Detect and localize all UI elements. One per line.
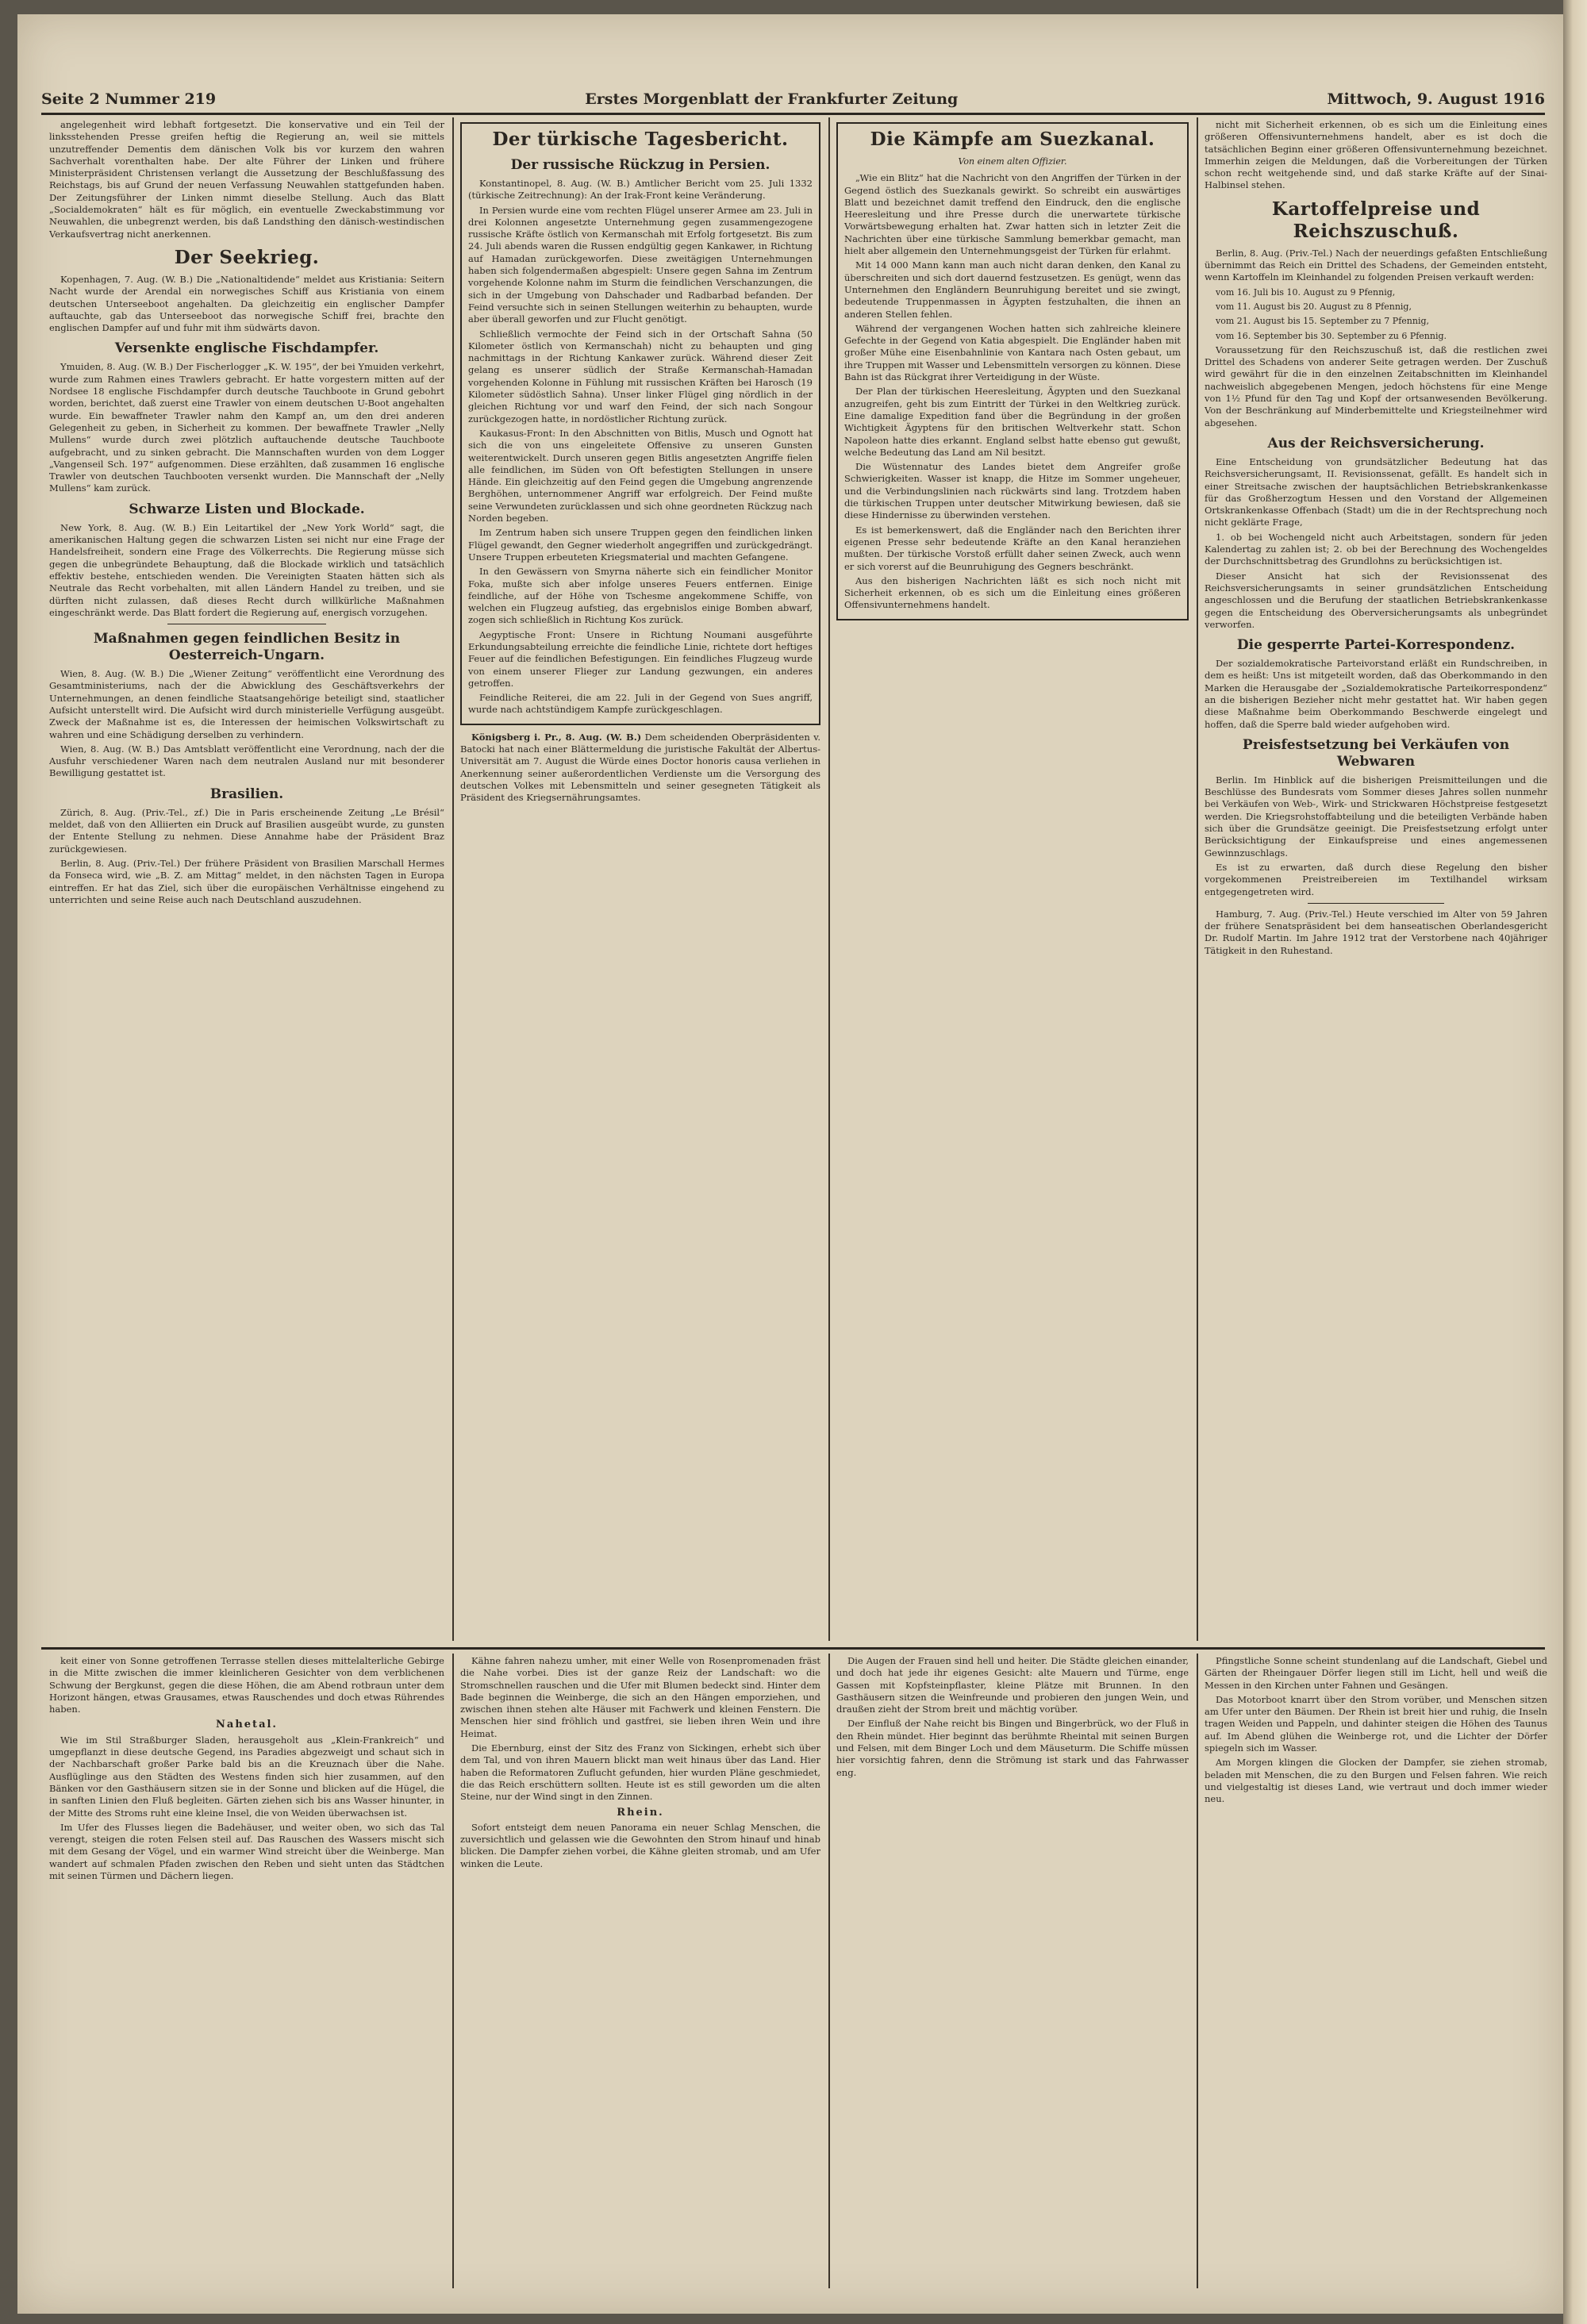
masthead	[41, 86, 1545, 115]
dateline-koenigsberg: Königsberg i. Pr., 8. Aug. (W. B.)	[471, 731, 642, 743]
subheading-nahetal: Nahetal.	[216, 1719, 278, 1731]
subheadline-persien: Der russische Rückzug in Persien.	[510, 157, 770, 173]
paragraph: Kähne fahren nahezu umher, mit einer Welle von Rosenpromenaden fräst die Nahe vorbei. Dies ist der ganze Reiz der Landschaft: wo die Stromschnellen rauschen und die Ufer mit Blumen bedeckt sind. Hinter dem Bade beginnen die Weinberge, die sich an den Hängen emporziehen, und zwischen ihnen stehen alte Häuser mit Fachwerk und kleinen Fenstern. Die Menschen hier sind fröhlich und gastfrei, sie lieben ihren Wein und ihre Heimat.	[460, 1655, 820, 1739]
price-row: vom 16. Juli bis 10. August zu 9 Pfennig,	[1216, 286, 1396, 298]
column-rule	[452, 1654, 454, 2288]
column-rule	[828, 1654, 830, 2288]
feuilleton-column-2	[460, 1655, 820, 2290]
column-rule	[1197, 1654, 1198, 2288]
feuilleton-rule	[41, 1647, 1545, 1650]
article-partei-korrespondenz: Der sozialdemokratische Parteivorstand erläßt ein Rundschreiben, in dem es heißt: Uns ist mitgeteilt worden, daß das Oberkommando in den Marken die Herausgabe der „Sozialdemokratische Parteikorrespondenz“ an die bisherigen Bezieher nicht mehr gestattet hat. Wir haben gegen diese Maßnahme beim Oberkommando Beschwerde eingelegt und hoffen, daß die Sperre bald wieder aufgehoben wird.	[1205, 658, 1547, 730]
headline-brasilien: Brasilien.	[209, 786, 284, 802]
paragraph: „Wie ein Blitz“ hat die Nachricht von den Angriffen der Türken in der Gegend östlich des Suezkanals gewirkt. So schreibt ein auswärtiges Blatt und bezeichnet damit treffend den Eindruck, den die englische Heeresleitung und ihre Presse durch die unerwartete türkische Vorwärtsbewegung erhalten hat. Zwar hatten sich in letzter Zeit die Nachrichten über eine türkische Sammlung bemerkbar gemacht, man hielt aber allgemein den Unternehmungsgeist der Türken für erlahmt.	[844, 172, 1181, 257]
column-3	[836, 119, 1189, 1641]
article-koenigsberg: Dem scheidenden Oberpräsidenten v. Batocki hat nach einer Blättermeldung die juristische Fakultät der Albertus-Universität am 7. August die Würde eines Doctor honoris causa verliehen in Anerkennung seiner außerordentlichen Verdienste um die Versorgung des deutschen Volkes mit Lebensmitteln und seiner gesegneten Tätigkeit als Präsident des Kriegsernährungsamtes.	[460, 731, 820, 804]
paragraph: Während der vergangenen Wochen hatten sich zahlreiche kleinere Gefechte in der Gegend von Katia abgespielt. Die Engländer haben mit großer Mühe eine Eisenbahnlinie von Kantara nach Osten gebaut, um ihre Truppen mit Wasser und Lebensmitteln versorgen zu können. Diese Bahn ist das Rückgrat ihrer Verteidigung in der Wüste.	[844, 322, 1181, 383]
issue-date: Mittwoch, 9. August 1916	[1327, 90, 1545, 108]
headline-suezkanal: Die Kämpfe am Suezkanal.	[870, 129, 1155, 150]
article-massnahmen-2: Wien, 8. Aug. (W. B.) Das Amtsblatt veröffentlicht eine Verordnung, nach der die Ausfuhr verschiedener Waren nach dem neutralen Ausland nur mit besonderer Bewilligung gestattet ist.	[49, 743, 444, 779]
article-brasilien: Zürich, 8. Aug. (Priv.-Tel., zf.) Die in Paris erscheinende Zeitung „Le Brésil“ meldet, daß von den Alliierten ein Druck auf Brasilien ausgeübt wurde, zu gunsten der Entente Stellung zu nehmen. Diese Annahme habe der Präsident Braz zurückgewiesen.	[49, 806, 444, 855]
paragraph: Mit 14 000 Mann kann man auch nicht daran denken, den Kanal zu überschreiten und sich dort dauernd festzusetzen. Es genügt, wenn das Unternehmen den Engländern Beunruhigung bereitet und sie zwingt, bedeutende Truppenmassen in Ägypten festzuhalten, die ihnen an anderen Stellen fehlen.	[844, 259, 1181, 320]
column-2	[460, 119, 820, 1641]
feuilleton-column-4	[1205, 1655, 1547, 2290]
paragraph: Im Ufer des Flusses liegen die Badehäuser, und weiter oben, wo sich das Tal verengt, steigen die roten Felsen steil auf. Das Rauschen des Wassers mischt sich mit dem Gesang der Vögel, und ein warmer Wind streicht über die Weinberge. Man wandert auf schmalen Pfaden zwischen den Reben und sieht unten das Städtchen mit seinen Türmen und Dächern liegen.	[49, 1821, 444, 1882]
paragraph: Am Morgen klingen die Glocken der Dampfer, sie ziehen stromab, beladen mit Menschen, die zu den Burgen und Felsen fahren. Wie reich und vielgestaltig ist dieses Land, wie vertraut und doch immer wieder neu.	[1205, 1757, 1547, 1805]
paragraph: In den Gewässern von Smyrna näherte sich ein feindlicher Monitor Foka, mußte sich aber infolge unseres Feuers entfernen. Einige feindliche, auf der Höhe von Tschesme angekommene Schiffe, von welchen ein Flugzeug aufstieg, das ergebnislos einige Bomben abwarf, zogen sich schließlich in Richtung Kos zurück.	[468, 566, 813, 626]
article-reichsversicherung-2: 1. ob bei Wochengeld nicht auch Arbeitstagen, sondern für jeden Kalendertag zu zahlen ist; 2. ob bei der Berechnung des Wochengeldes der Durchschnittsbetrag des Grundlohns zu berücksichtigen ist.	[1205, 531, 1547, 567]
headline-fischdampfer: Versenkte englische Fischdampfer.	[114, 340, 379, 357]
article-seekrieg: Kopenhagen, 7. Aug. (W. B.) Die „Nationaltidende“ meldet aus Kristiania: Seitern Nacht wurde der Arendal ein norwegisches Schiff aus Kristiania von einem deutschen Unterseeboot angehalten. Da gleichzeitig ein englischer Dampfer auftauchte, gab das Unterseeboot das norwegische Schiff frei, brachte den englischen Dampfer auf und fuhr mit ihm südwärts davon.	[49, 273, 444, 334]
column-4	[1205, 119, 1547, 1641]
price-row: vom 11. August bis 20. August zu 8 Pfennig,	[1216, 301, 1412, 312]
column-rule	[1197, 117, 1198, 1641]
article-hamburg: Hamburg, 7. Aug. (Priv.-Tel.) Heute verschied im Alter von 59 Jahren der frühere Senatspräsident bei dem hanseatischen Oberlandesgericht Dr. Rudolf Martin. Im Jahre 1912 trat der Verstorbene nach 40jähriger Tätigkeit in den Ruhestand.	[1205, 908, 1547, 956]
article-continuation: angelegenheit wird lebhaft fortgesetzt. Die konservative und ein Teil der linksstehenden Presse greifen heftig die Regierung an, weil sie mittels unzutreffender Dementis dem dänischen Volk bis vor kurzem den wahren Sachverhalt vorenthalten habe. Der alte Führer der Linken und frühere Ministerpräsident Christensen verlangt die Aussetzung der Beschlußfassung des Reichstags, bis auf Grund der neuen Verfassung Neuwahlen stattgefunden haben. Der Zeitungsführer der Linken nimmt dieselbe Stellung. Auch das Blatt „Socialdemokraten“ hält es für möglich, ein eventuelle Zweckabstimmung vor Neuwahlen, die unbegrenzt werden, bis daß Landsthing den dänisch-westindischen Verkaufsvertrag nicht anerkennen.	[49, 119, 444, 240]
headline-webwaren: Preisfestsetzung bei Verkäufen von Webwaren	[1242, 736, 1510, 770]
paragraph: keit einer von Sonne getroffenen Terrasse stellen dieses mittelalterliche Gebirge in die Mitte zwischen die immer kleinlicheren Gesichter von dem verblichenen Schwung der Bergkunst, gegen die diese Höhen, die am Abend rotbraun unter dem Horizont hängen, etwas Grausames, etwas Rauschendes und doch etwas Rührendes haben.	[49, 1655, 444, 1715]
paragraph: Schließlich vermochte der Feind sich in der Ortschaft Sahna (50 Kilometer östlich von Kermanschah) nicht zu behaupten und ging nachmittags in der Richtung Kankawer zurück. Während dieser Zeit gelang es unserer südlich der Straße Kermanschah-Hamadan vorgehenden Kolonne in Fühlung mit russischen Kräften bei Harosch (19 Kilometer südöstlich Sahna). Unser linker Flügel ging nördlich in der gleichen Richtung vor und warf den Feind, der sich nach Songour zurückgezogen hatte, in nordöstlicher Richtung zurück.	[468, 328, 813, 424]
subheading-rhein: Rhein.	[617, 1806, 664, 1819]
paragraph: Aus den bisherigen Nachrichten läßt es sich noch nicht mit Sicherheit erkennen, ob es sich um die Einleitung eines größeren Offensivunternehmens handelt.	[844, 574, 1181, 611]
article-kartoffelpreise: Berlin, 8. Aug. (Priv.-Tel.) Nach der neuerdings gefaßten Entschließung übernimmt das Reich ein Drittel des Schadens, der Gemeinden entsteht, wenn Kartoffeln im Kleinhandel zu folgenden Preisen verkauft werden:	[1205, 247, 1547, 283]
framed-article-tagesbericht	[460, 122, 820, 725]
price-row: vom 16. September bis 30. September zu 6 Pfennig.	[1216, 330, 1447, 341]
paragraph: Pfingstliche Sonne scheint stundenlang auf die Landschaft, Giebel und Gärten der Rheingauer Dörfer liegen still im Licht, hell und weiß die Messen in den Kirchen unter Fahnen und Gesängen.	[1205, 1655, 1547, 1691]
article-kartoffelpreise-2: Voraussetzung für den Reichszuschuß ist, daß die restlichen zwei Drittel des Schadens von anderer Seite getragen werden. Der Zuschuß wird gewährt für die in den einzelnen Zeitabschnitten im Kleinhandel nachweislich abgegebenen Mengen, jedoch höchstens für eine Menge von 1½ Pfund für den Tag und Kopf der ortsanwesenden Bevölkerung. Von der Beschränkung auf Minderbemittelte und Kriegsteilnehmer wird abgesehen.	[1205, 344, 1547, 428]
paragraph: In Persien wurde eine vom rechten Flügel unserer Armee am 23. Juli in drei Kolonnen angesetzte Unternehmung gegen zusammengezogene russische Kräfte östlich von Kermanschah mit Erfolg fortgesetzt. Bis zum 24. Juli abends waren die Russen endgültig gegen Kankawer, in Richtung auf Hamadan zurückgeworfen. Diese zweitägigen Unternehmungen haben sich folgendermaßen abgespielt: Unsere gegen Sahna im Zentrum vorgehende Kolonne nahm im Sturm die feindlichen Verschanzungen, die sich in der Umgebung von Dahschader und Radbarbad befanden. Der Feind versuchte sich in seinen Stellungen weiterhin zu behaupten, wurde aber überall geworfen und zur Flucht genötigt.	[468, 204, 813, 325]
headline-tagesbericht: Der türkische Tagesbericht.	[492, 129, 789, 150]
headline-massnahmen: Maßnahmen gegen feindlichen Besitz in Oesterreich-Ungarn.	[93, 631, 401, 664]
section-divider	[1308, 903, 1445, 904]
paragraph: Die Augen der Frauen sind hell und heiter. Die Städte gleichen einander, und doch hat jede ihr eigenes Gesicht: alte Mauern und Türme, enge Gassen mit Kopfsteinpflaster, kleine Plätze mit Brunnen. In den Gasthäusern sitzen die Weinfreunde und probieren den jungen Wein, und draußen zieht der Strom breit und mächtig vorüber.	[836, 1655, 1189, 1715]
paragraph: Kaukasus-Front: In den Abschnitten von Bitlis, Musch und Ognott hat sich die von uns eingeleitete Offensive zu unseren Gunsten weiterentwickelt. Durch unseren gegen Bitlis angesetzten Angriffe fielen alle feindlichen, im Süden von Oft befestigten Stellungen in unsere Hände. Ein gleichzeitig auf den Feind gegen die Umgebung angrenzende Berghöhen, unternommener Angriff war erfolgreich. Der Feind mußte seine Verwundeten zurücklassen und sich ohne geordneten Rückzug nach Norden begeben.	[468, 427, 813, 524]
framed-article-suezkanal	[836, 122, 1189, 620]
paragraph: Aegyptische Front: Unsere in Richtung Noumani ausgeführte Erkundungsabteilung erreichte die feindliche Linie, richtete dort heftiges Feuer auf die feindlichen Befestigungen. Ein feindliches Flugzeug wurde von einem unserer Flieger zur Landung gezwungen, ein anderes getroffen.	[468, 628, 813, 689]
paragraph: Der Plan der türkischen Heeresleitung, Ägypten und den Suezkanal anzugreifen, geht bis zum Eintritt der Türkei in den Weltkrieg zurück. Eine damalige Expedition fand über die Begründung in der großen Wichtigkeit Ägyptens für den britischen Weltverkehr statt. Schon Napoleon hatte dies erkannt. England selbst hatte ebenso gut gewußt, welche Bedeutung das Land am Nil besitzt.	[844, 386, 1181, 458]
headline-reichsversicherung: Aus der Reichsversicherung.	[1267, 435, 1485, 451]
article-brasilien-2: Berlin, 8. Aug. (Priv.-Tel.) Der frühere Präsident von Brasilien Marschall Hermes da Fonseca wird, wie „B. Z. am Mittag“ meldet, in den nächsten Tagen in Europa eintreffen. Er hat das Ziel, sich über die europäischen Verhältnisse eingehend zu unterrichten und seine Reise auch nach Deutschland auszudehnen.	[49, 857, 444, 905]
paragraph: Das Motorboot knarrt über den Strom vorüber, und Menschen sitzen am Ufer unter den Bäumen. Der Rhein ist breit hier und ruhig, die Inseln tragen Weiden und Pappeln, und dahinter steigen die Höhen des Taunus auf. Im Abend glühen die Weinberge rot, und die Lichter der Dörfer spiegeln sich im Wasser.	[1205, 1693, 1547, 1754]
paragraph: Die Wüstennatur des Landes bietet dem Angreifer große Schwierigkeiten. Wasser ist knapp, die Hitze im Sommer ungeheuer, und die Verbindungslinien nach rückwärts sind lang. Trotzdem haben die türkischen Truppen unter deutscher Mitwirkung bewiesen, daß sie diese Hindernisse zu überwinden verstehen.	[844, 461, 1181, 521]
article-continuation: nicht mit Sicherheit erkennen, ob es sich um die Einleitung eines größeren Offensivunternehmens handelt, aber es ist doch die tatsächlichen Beginn einer größeren Offensivunternehmung bezeichnet. Immerhin zeigen die Meldungen, daß die Vorbereitungen der Türken schon recht weitgehende sind, und daß starke Kräfte auf der Sinai-Halbinsel stehen.	[1205, 119, 1547, 191]
paragraph: Es ist bemerkenswert, daß die Engländer nach den Berichten ihrer eigenen Presse sehr bedeutende Kräfte an den Kanal heranziehen mußten. Der türkische Vorstoß erfüllt daher seinen Zweck, auch wenn er sich vorerst auf die Beunruhigung des Gegners beschränkt.	[844, 524, 1181, 572]
article-massnahmen: Wien, 8. Aug. (W. B.) Die „Wiener Zeitung“ veröffentlicht eine Verordnung des Gesamtministeriums, nach der die Abwicklung des Geschäftsverkehrs der Unternehmungen, an denen feindliche Staatsangehörige beteiligt sind, staatlicher Aufsicht unterstellt wird. Die Aufsicht wird durch ministerielle Verfügung ausgeübt. Zweck der Maßnahme ist es, die Interessen der heimischen Volkswirtschaft zu wahren und eine Schädigung derselben zu verhindern.	[49, 668, 444, 740]
column-rule	[828, 117, 830, 1641]
byline: Von einem alten Offizier.	[958, 156, 1067, 167]
column-rule	[452, 117, 454, 1641]
column-1	[49, 119, 444, 1641]
article-webwaren-2: Es ist zu erwarten, daß durch diese Regelung den bisher vorgekommenen Preistreibereien im Textilhandel wirksam entgegengetreten wird.	[1205, 861, 1547, 897]
paragraph: Im Zentrum haben sich unsere Truppen gegen den feindlichen linken Flügel gewandt, den Gegner wiederholt angegriffen und zurückgedrängt. Unsere Truppen erbeuteten Kriegsmaterial und machten Gefangene.	[468, 527, 813, 563]
feuilleton-column-3	[836, 1655, 1189, 2290]
headline-schwarze-listen: Schwarze Listen und Blockade.	[129, 501, 365, 517]
binding-edge	[1563, 0, 1587, 2324]
newspaper-title: Erstes Morgenblatt der Frankfurter Zeitung	[585, 90, 959, 108]
headline-seekrieg: Der Seekrieg.	[174, 246, 320, 268]
paragraph: Wie im Stil Straßburger Sladen, herausgeholt aus „Klein-Frankreich“ und umgepflanzt in diese deutsche Gegend, ins Paradies abgezweigt und schaut sich in der Nachbarschaft großer Parke bald bis an die Kreuznach über die Nahe. Ausflüglinge aus den Städten des Westens finden sich hier zusammen, auf den Bänken vor den Gasthäusern sitzen sie in der Sonne und blicken auf die Hügel, die in sanften Linien den Fluß begleiten. Gärten ziehen sich bis ans Wasser hinunter, in der Mitte des Stroms ruht eine kleine Insel, die von Weiden überwachsen ist.	[49, 1734, 444, 1819]
article-fischdampfer: Ymuiden, 8. Aug. (W. B.) Der Fischerlogger „K. W. 195“, der bei Ymuiden verkehrt, wurde zum Rahmen eines Trawlers gebracht. Er hatte vorgestern mitten auf der Nordsee 18 englische Fischdampfer durch deutsche Tauchboote in Grund gebohrt worden, berichtet, daß zuerst eine Trawler von einem deutschen U-Boot angehalten wurde. Ein bewaffneter Trawler nahm den Kampf an, um den drei anderen Gelegenheit zu geben, in Sicherheit zu kommen. Der bewaffnete Trawler „Nelly Mullens“ wurde durch zwei plötzlich auftauchende deutsche Tauchboote aufgebracht, und zu sinken gebracht. Die Mannschaften wurden von dem Logger „Vangenseil Sch. 197“ aufgenommen. Diese erzählten, daß zusammen 16 englische Trawler von deutschen Tauchbooten versenkt wurden. Die Mannschaft der „Nelly Mullens“ kam zurück.	[49, 361, 444, 494]
feuilleton-column-1	[49, 1655, 444, 2290]
article-schwarze-listen: New York, 8. Aug. (W. B.) Ein Leitartikel der „New York World“ sagt, die amerikanischen Haltung gegen die schwarzen Listen sei nicht nur eine Frage der Handelsfreiheit, sondern eine Frage des Völkerrechts. Die Regierung müsse sich gegen die unbegründete Behauptung, daß die Blockade wirklich und tatsächlich effektiv bestehe, entschieden wenden. Die Vereinigten Staaten hätten sich als Neutrale das Recht vorbehalten, mit allen Ländern Handel zu treiben, und sie dürften nicht zulassen, daß dieses Recht durch willkürliche Maßnahmen eingeschränkt werde. Das Blatt fordert die Regierung auf, energisch vorzugehen.	[49, 521, 444, 618]
paragraph: Konstantinopel, 8. Aug. (W. B.) Amtlicher Bericht vom 25. Juli 1332 (türkische Zeitrechnung): An der Irak-Front keine Veränderung.	[468, 178, 813, 202]
newspaper-page	[17, 14, 1563, 2314]
paragraph: Der Einfluß der Nahe reicht bis Bingen und Bingerbrück, wo der Fluß in den Rhein mündet. Hier beginnt das berühmte Rheintal mit seinen Burgen und Felsen, mit dem Binger Loch und dem Mäuseturm. Die Schiffe müssen hier vorsichtig fahren, denn die Strömung ist stark und das Fahrwasser eng.	[836, 1718, 1189, 1778]
paragraph: Sofort entsteigt dem neuen Panorama ein neuer Schlag Menschen, die zuversichtlich und gelassen wie die Gewohnten den Strom hinauf und hinab blicken. Die Dampfer ziehen vorbei, die Kähne gleiten stromab, und am Ufer winken die Leute.	[460, 1821, 820, 1869]
headline-kartoffelpreise: Kartoffelpreise und Reichszuschuß.	[1271, 198, 1481, 242]
article-webwaren: Berlin. Im Hinblick auf die bisherigen Preismitteilungen und die Beschlüsse des Bundesrats vom Sommer dieses Jahres sollen nunmehr bei Verkäufen von Web-, Wirk- und Strickwaren Höchstpreise festgesetzt werden. Die Kriegsrohstoffabteilung und die beteiligten Verbände haben sich über die Grundsätze geeinigt. Die Preisfestsetzung erfolgt unter Berücksichtigung der Einkaufspreise und eines angemessenen Gewinnzuschlags.	[1205, 774, 1547, 859]
paragraph: Die Ebernburg, einst der Sitz des Franz von Sickingen, erhebt sich über dem Tal, und von ihren Mauern blickt man weit hinaus über das Land. Hier haben die Reformatoren Zuflucht gefunden, hier wurden Pläne geschmiedet, die das Reich erschüttern sollten. Heute ist es still geworden um die alten Steine, nur der Wind singt in den Zinnen.	[460, 1742, 820, 1803]
headline-partei-korrespondenz: Die gesperrte Partei-Korrespondenz.	[1236, 637, 1516, 654]
price-row: vom 21. August bis 15. September zu 7 Pfennig,	[1216, 316, 1429, 327]
article-reichsversicherung-3: Dieser Ansicht hat sich der Revisionssenat des Reichsversicherungsamts in seiner grundsätzlichen Entscheidung angeschlossen und die Berufung der staatlichen Betriebskrankenkasse gegen die Entscheidung des Oberversicherungsamts als unbegründet verworfen.	[1205, 570, 1547, 630]
article-reichsversicherung: Eine Entscheidung von grundsätzlicher Bedeutung hat das Reichsversicherungsamt, II. Revisionssenat, gefällt. Es handelt sich in einer Streitsache zwischen der hauptsächlichen Betriebskrankenkasse für das Großherzogtum Hessen und den Vorstand der Allgemeinen Ortskrankenkasse Offenbach (Stadt) um die in der Rechtsprechung noch nicht geklärte Frage,	[1205, 455, 1547, 528]
page-number: Seite 2 Nummer 219	[41, 90, 217, 108]
paragraph: Feindliche Reiterei, die am 22. Juli in der Gegend von Sues angriff, wurde nach achtstündigem Kampfe zurückgeschlagen.	[468, 692, 813, 716]
